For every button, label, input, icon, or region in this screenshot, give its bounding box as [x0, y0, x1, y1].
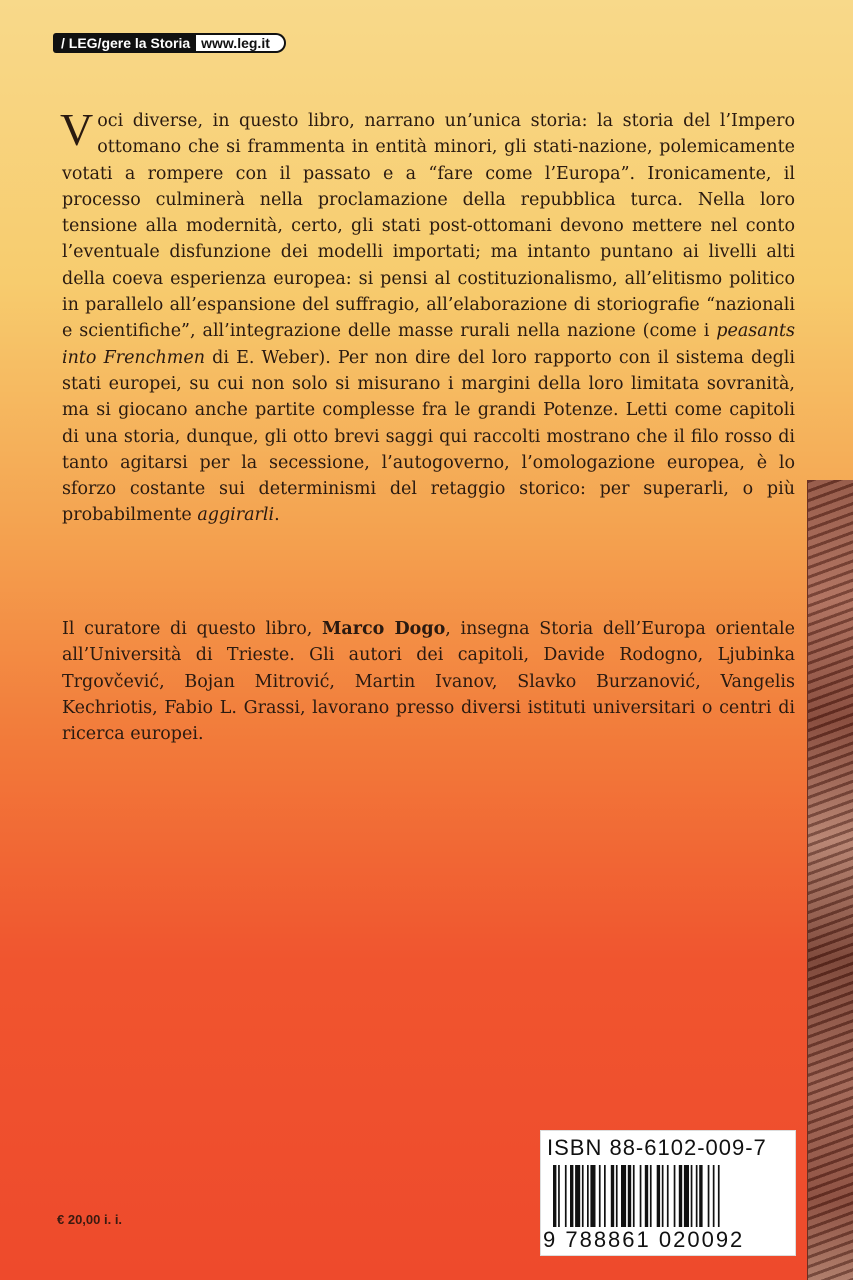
isbn-label: ISBN 88-6102-009-7 — [547, 1135, 767, 1160]
blurb-text-2: di E. Weber). Per non dire del loro rapporto con il sistema degli stati europei, su cui non solo si misurano i margini della loro limitata sovranità, ma si giocano anche partite complesse fra le grandi Potenze. Letti come capitoli di una storia, dunque, gli otto brevi saggi qui raccolti mostrano che il filo rosso di tanto agitarsi per la secessione, l’autogoverno, l’omologazione europea, è lo sforzo costante sui determinismi del retaggio storico: per superarli, o più probabilmente — [62, 347, 795, 526]
drop-cap: V — [60, 104, 94, 155]
curator-note — [62, 616, 795, 747]
ean-number: 9 788861 020092 — [543, 1227, 745, 1252]
barcode-panel — [540, 1130, 796, 1256]
series-name: / LEG/gere la Storia — [53, 33, 196, 53]
series-logo — [53, 33, 286, 53]
blurb-text-1: oci diverse, in questo libro, narrano un’unica storia: la storia del l’Impero ottomano che si frammenta in entità minori, gli stati-nazione, polemicamente votati a rompere con il passato e a “fare come l’Europa”. Ironicamente, il processo culminerà nella proclamazione della repubblica turca. Nella loro tensione alla modernità, certo, gli stati post-ottomani devono mettere nel conto l’eventuale disfunzione dei modelli importati; ma intanto puntano ai livelli alti della coeva esperienza europea: si pensi al costituzionalismo, all’elitismo politico in parallelo all’espansione del suffragio, all’elaborazione di storiografie “nazionali e scientifiche”, all’integrazione delle masse rurali nella nazione (come i — [62, 111, 795, 342]
blurb-text-3: . — [274, 505, 280, 526]
curator-text-1: Il curatore di questo libro, — [62, 619, 323, 639]
back-cover-blurb — [60, 104, 795, 529]
blurb-italic-1: peasants into Frenchmen — [62, 321, 795, 368]
curator-name: Marco Dogo — [322, 619, 446, 639]
cover-illustration-strip — [807, 480, 853, 1280]
curator-text-2: , insegna Storia dell’Europa orientale all’Università di Trieste. Gli autori dei capitoli, Davide Rodogno, Ljubinka Trgovčević, Bojan Mitrović, Martin Ivanov, Slavko Burzanović, Vangelis Kechriotis, Fabio L. Grassi, lavorano presso diversi istituti universitari o centri di ricerca europei. — [62, 619, 795, 745]
blurb-italic-2: aggirarli — [197, 505, 275, 526]
series-url: www.leg.it — [196, 33, 286, 53]
barcode-icon — [553, 1165, 785, 1227]
price-label: € 20,00 i. i. — [57, 1212, 123, 1227]
